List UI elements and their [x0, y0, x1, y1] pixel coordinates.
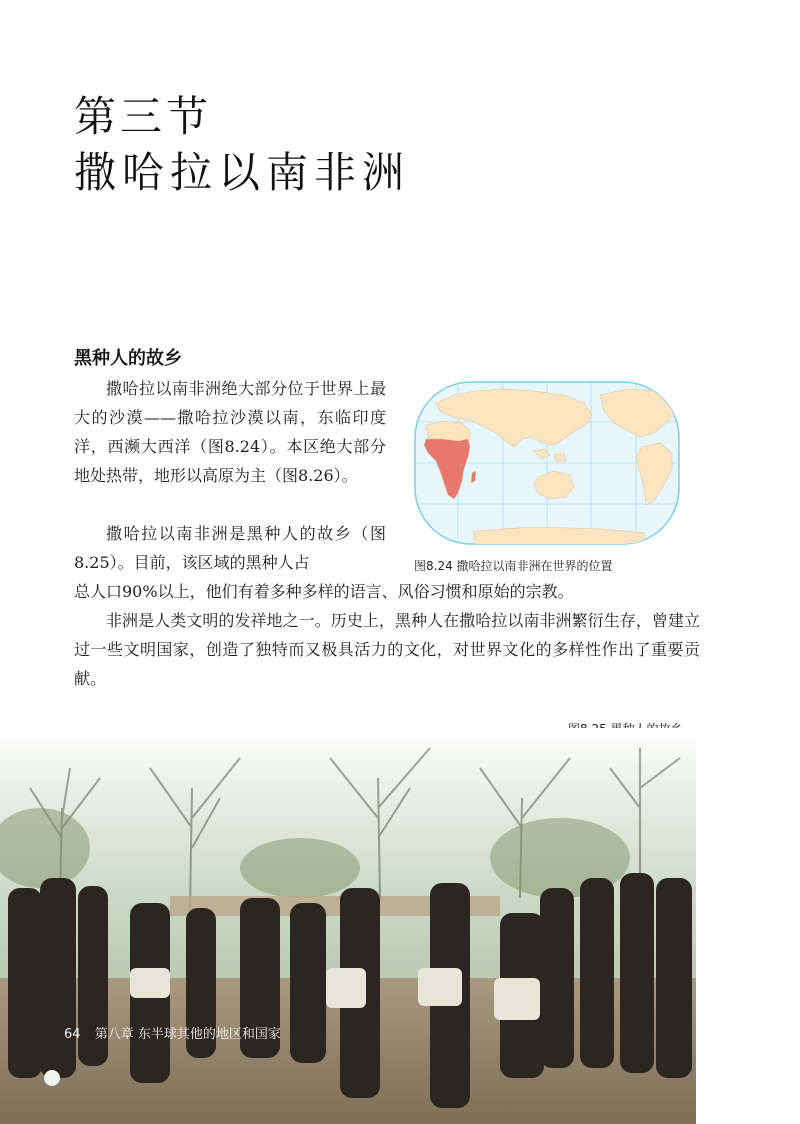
subsection-heading: 黑种人的故乡: [74, 348, 182, 369]
dance-photo: [0, 728, 696, 1124]
north-africa-landmass: [426, 421, 470, 441]
paragraph-people: 撒哈拉以南非洲是黑种人的故乡（图8.25）。目前，该区域的黑种人占: [74, 524, 386, 572]
paragraph-people-continued: 总人口90%以上，他们有着多种多样的语言、风俗习惯和原始的宗教。: [74, 582, 574, 601]
chapter-title: 第八章 东半球其他的地区和国家: [94, 1027, 281, 1042]
paragraph-location: 撒哈拉以南非洲绝大部分位于世界上最大的沙漠——撒哈拉沙漠以南，东临印度洋，西濒大西洋（图8.24）。本区绝大部分地处热带，地形以高原为主（图8.26）。: [74, 379, 386, 485]
ball: [44, 1070, 60, 1086]
world-map-figure: [414, 381, 680, 545]
world-map: [414, 381, 680, 545]
page-number: 64: [64, 1027, 81, 1042]
section-title-number: 第三节: [74, 92, 213, 141]
page-footer: [64, 1023, 281, 1042]
dance-photo-illustration: [0, 728, 696, 1124]
paragraph-civilization: 非洲是人类文明的发祥地之一。历史上，黑种人在撒哈拉以南非洲繁衍生存，曾建立过一些文明国家，创造了独特而又极具活力的文化，对世界文化的多样性作出了重要贡献。: [74, 611, 700, 688]
map-caption: 图8.24 撒哈拉以南非洲在世界的位置: [414, 559, 613, 573]
madagascar: [471, 471, 476, 483]
section-title: 撒哈拉以南非洲: [74, 148, 411, 197]
